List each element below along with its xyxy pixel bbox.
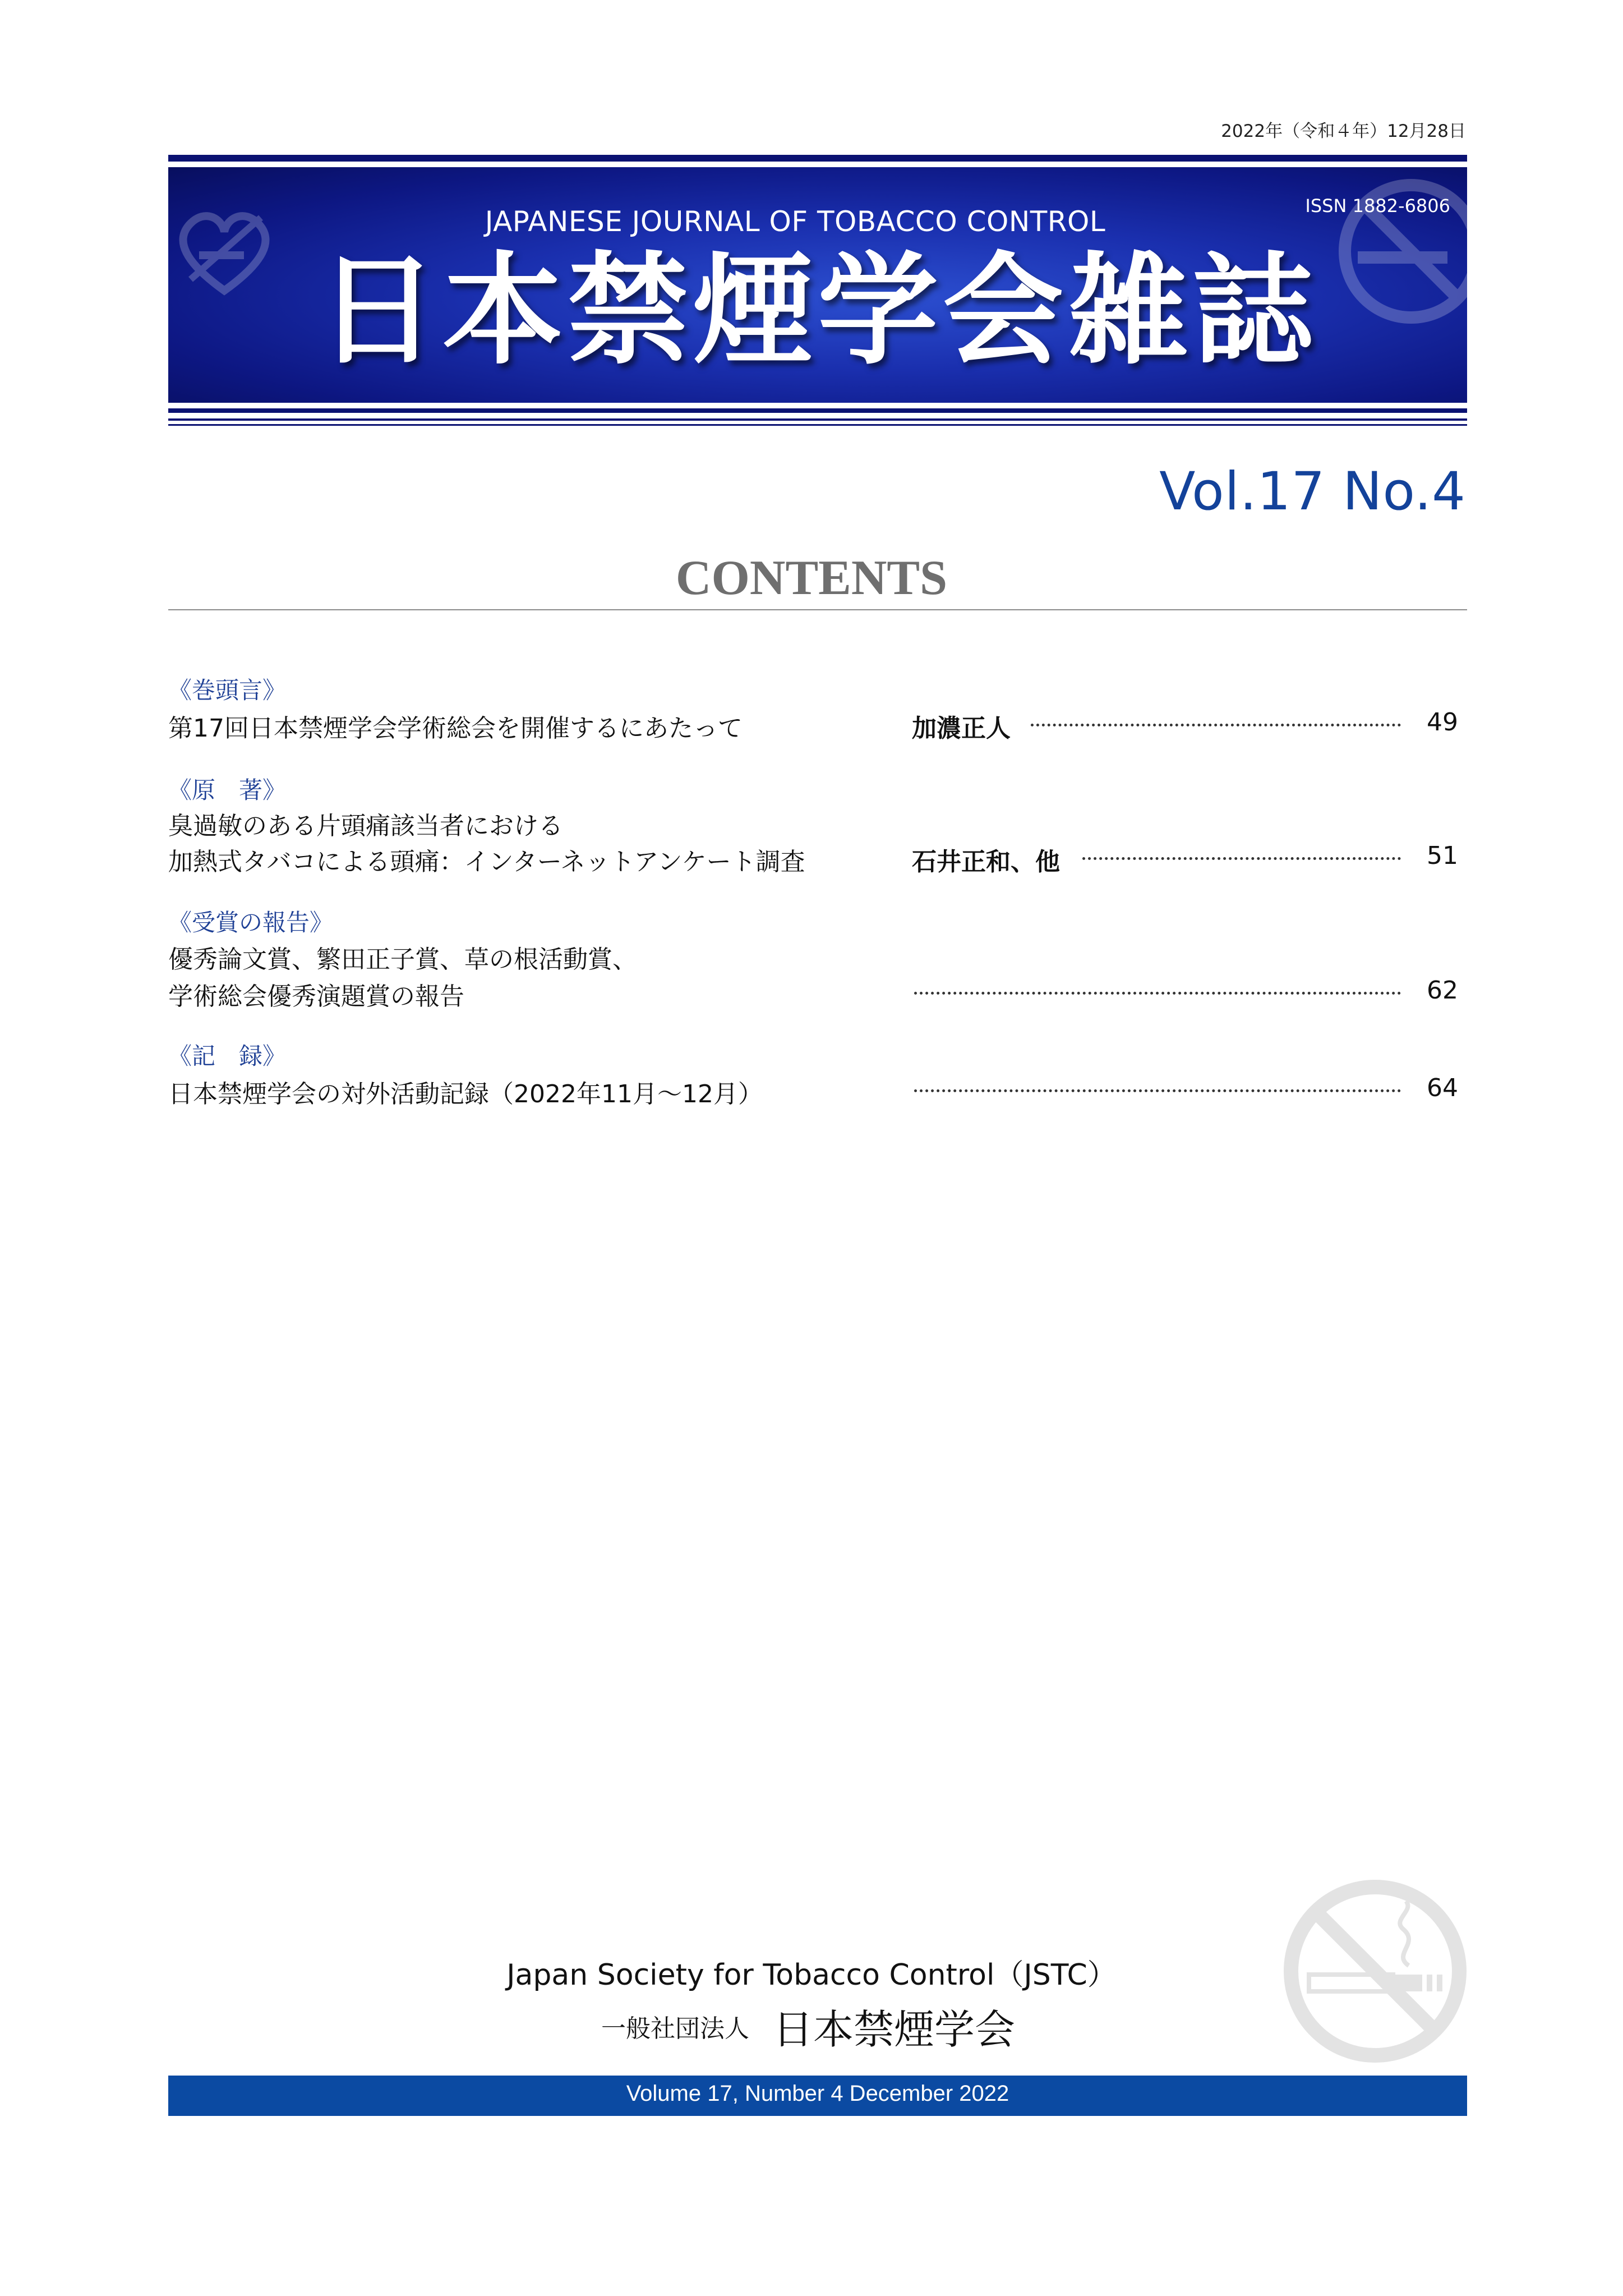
society-name-ja: 日本禁煙学会 <box>773 2006 1016 2053</box>
banner-bottom-rule <box>168 418 1467 421</box>
journal-title-en: JAPANESE JOURNAL OF TOBACCO CONTROL <box>485 205 1106 238</box>
volume-number: Vol.17 No.4 <box>1159 461 1466 522</box>
issue-date: 2022年（令和４年）12月28日 <box>1221 121 1466 141</box>
toc-article-title[interactable]: 臭過敏のある片頭痛該当者における <box>168 812 563 840</box>
toc-article-title[interactable]: 加熱式タバコによる頭痛：インターネットアンケート調査 <box>168 848 805 876</box>
contents-divider <box>168 609 1467 610</box>
toc-leader <box>914 1089 1401 1092</box>
toc-leader <box>914 992 1401 995</box>
toc-page[interactable]: 64 <box>1427 1074 1458 1102</box>
journal-title-ja: 日本禁煙学会雑誌 <box>317 240 1318 381</box>
toc-article-title[interactable]: 日本禁煙学会の対外活動記録（2022年11月～12月） <box>168 1080 763 1108</box>
toc-page[interactable]: 51 <box>1427 841 1458 870</box>
journal-banner <box>168 155 1467 435</box>
footer-volume-text: Volume 17, Number 4 December 2022 <box>626 2081 1009 2106</box>
toc-section: 《原 著》 <box>168 776 287 804</box>
toc-author: 石井正和、他 <box>912 848 1060 876</box>
toc-page[interactable]: 49 <box>1427 708 1458 737</box>
banner-bottom-rule <box>168 408 1467 413</box>
toc-section: 《記 録》 <box>168 1042 287 1070</box>
footer-volume-bar <box>168 2076 1467 2116</box>
banner-bottom-rule <box>168 424 1467 426</box>
contents-heading: CONTENTS <box>675 551 948 605</box>
toc-leader <box>1082 857 1401 860</box>
toc-article-title[interactable]: 第17回日本禁煙学会学術総会を開催するにあたって <box>168 714 743 743</box>
banner-top-rule <box>168 155 1467 162</box>
toc-article-title[interactable]: 優秀論文賞、繁田正子賞、草の根活動賞、 <box>168 945 637 974</box>
toc-author: 加濃正人 <box>912 714 1011 743</box>
toc-section: 《巻頭言》 <box>168 677 287 704</box>
banner-body <box>168 167 1467 403</box>
toc-article-title[interactable]: 学術総会優秀演題賞の報告 <box>168 982 464 1011</box>
society-name-en: Japan Society for Tobacco Control（JSTC） <box>506 1958 1117 1992</box>
toc-leader <box>1031 724 1401 726</box>
society-type-label: 一般社団法人 <box>601 2014 749 2043</box>
issn: ISSN 1882-6806 <box>1305 195 1450 217</box>
toc-section: 《受賞の報告》 <box>168 909 334 936</box>
toc-page[interactable]: 62 <box>1427 976 1458 1005</box>
